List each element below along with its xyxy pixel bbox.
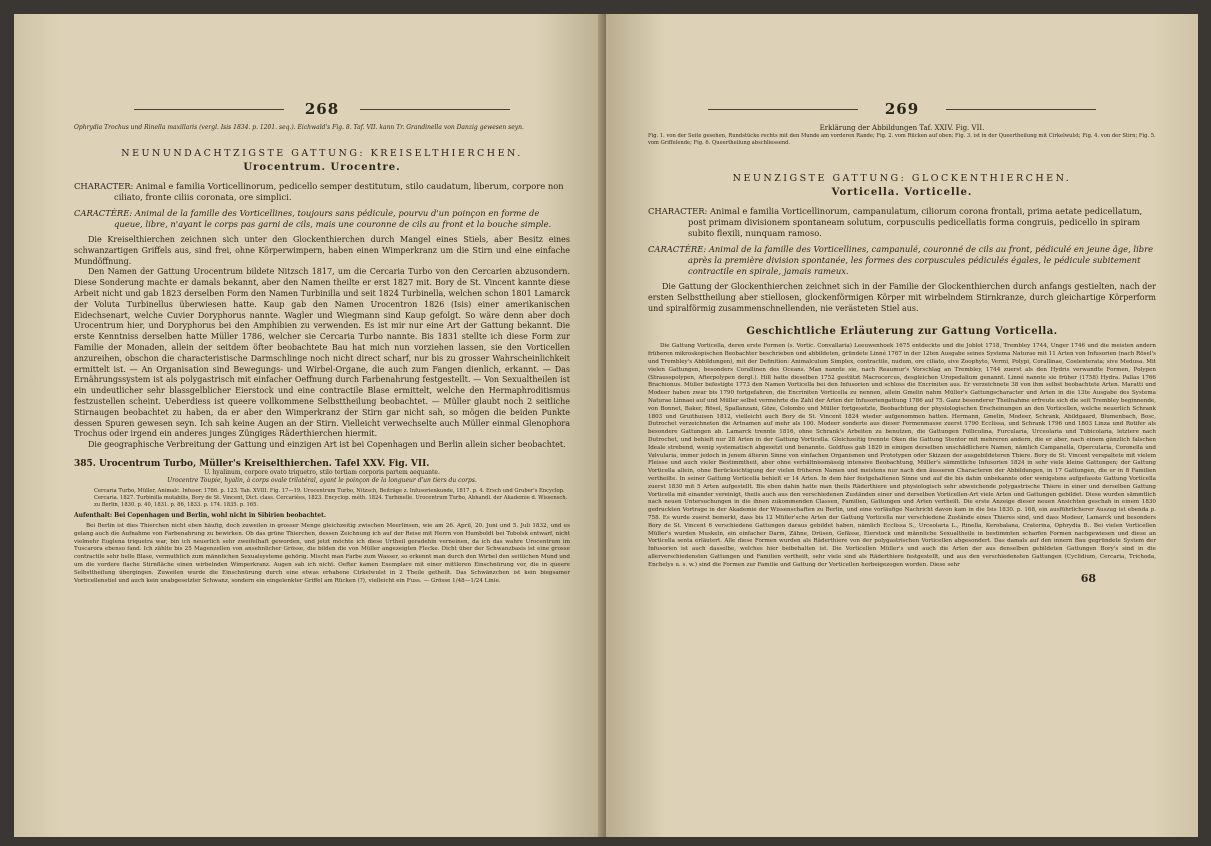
figure-caption: Fig. 1. von der Seite gesehen, Rundstücke rechts mit den Munde am vorderen Rande; Fig. 2. vom Rücken auf oben; Fig. 3. ist in der Queertheilung mit Cirkelwulst; Fig. 4. von der Stirn; Fig. 5. vom Griffelende; Fig. 6. Queertheilung abschliessend. bbox=[648, 133, 1156, 146]
aufenthalt: Aufenthalt: Bei Copenhagen und Berlin, wohl nicht in Sibirien beobachtet. bbox=[74, 511, 326, 519]
paragraph-1-left: Die Kreiselthierchen zeichnen sich unter den Glockenthierchen durch Mangel eines Stiels, aber Besitz eines schwanzartigen Griffels aus, sind frei, ohne Körperwimpern, haben einen Wimperkranz um die Stirn und eine einfache Mundöffnung. bbox=[74, 235, 570, 266]
history-text: Die Gattung Vorticella, deren erste Formen (s. Vortic. Convallaria) Leeuwenhoek 1675 entdeckte und die Joblot 1718, Trembley 1744, Unger 1746 und die meisten andern früheren mikroskopischen Beobachter beschrieben und abbildeten, gründete Linné 1767 in der 12ten Ausgabe seines Systema Naturae mit 11 Arten von Infusorien (nach Rösel's und Trembley's Abbildungen), mit der Definition: Animalculum Simplex, contractile, nudum, ore ciliato, sive Zoophyto, Vermi, Polypi, Corallinae, Coelenterata; sive Medusa. Mit vielen Gattungen, besonders Corallinen des Oceans. Man nannte sie, nach Reaumur's Vorschlag an Trembley, 1744 zuerst als den Hydris verwandte Formen, Polypen (Strausspolypen, Afterpolypen dergl.). Hill hatte dieselben 1752 gestützt Macrocercus, desgleichen Uropedalium genannt. Linné nannte sie früher (1758) Hydra. Pallas 1766 Brachionus. Müller befestigte 1773 den Namen Vorticella bei den Infusorien und schloss die Encriniten aus. Er verzeichnete 38 von ihm selbst beobachtete Arten. Maratti und Modeer haben zwar bis 1790 fortgefahren, die Encriniten Vorticella zu nennen, allein Gmelin nahm Müller's Gattungscharacter und Arten in die 13te Ausgabe des Systema Naturae Linnaei auf und Müller selbst vermehrte die Zahl der Arten der Infusoriengattung 1786 auf 75. Ganz besonderer Theilnahme erfreute sich die seit Trembley beginnende, von Bonnet, Baker, Rösel, Spallanzani, Göze, Colombo und Müller fortgesetzte, Beobachtung der physiologischen Erscheinungen an den Vorticellen, welche neuerlich Schrank 1803 und Gruithuisen 1812, vielleicht auch Bory de St. Vincent 1824 wieder aufgenommen hatten. Hermann, Gmelin, Modeer, Schrank, Abildgaard, Blumenbach, Bosc, Dutrochet verzeichneten die Artnamen auf mehr als 100. Modeer sonderte aus dieser Formenmasse zuerst 1790 Ecclissa, und Schrank 1796 und 1803 Linza und Rotifer als besondere Gattungen ab. Lamarck trennte 1816, ohne Schrank's Arbeiten zu benutzen, die Gattungen Folliculina, Furcularia, Urceolaria und Tubicolaria, letztere nach Dutrochet, und behielt nur 28 Arten in der Gattung Vorticella. Gleichzeitig trennte Oken die Gattung Stentor mit mehreren andern, die er aber, nach einem gänzlich falschen Ideale strebend, wenig systematisch abgesetzt und benannte. Goldfuss gab 1820 in einigen derselben unschädlichere Namen, nämlich Campanella, Opercularia, Coronella und Valvularia, immer jedoch in jenem älteren Sinne von einfachen Organismen und Prototypen oder Skizzen der ausgebildeteren Thiere. Bory de St. Vincent verspaltete mit vielem Fleisse und auch vieler Bestimmtheit, aber ohne verhältnissmässig intensive Beobachtung, Müller's sämmtliche Infusorien 1824 in sehr viele kleine Gattungen; der Gattung Vorticella allein, ohne Berücksichtigung der vielen früheren Namen und meistens nur nach den äusseren Characteren der Abbildungen, in 17 Gattungen, die er in 8 Familien vertheilte. In seiner Gattung Vorticella behielt er 14 Arten. In dem hier festgehaltenen Sinne und auf die bis dahin unbekannte oder wenigstens aufgefasste Gattung Vorticella zuerst 1830 mit 5 Arten aufgestellt. Bis eben dahin hatte man theils Räderthiere und physiologisch sehr abweichende polygastrische Thiere in einer und derselben Gattung Vorticella mit einander vereinigt, theils auch aus den verschiedenen Zuständen einer und derselben Vorticellen-Art viele Arten und Gattungen gebildet. Diese wurden sämmtlich nach neuen Untersuchungen in die ihnen zukommenden Classen, Familien, Gattungen und Arten vertheilt. Die erste Anzeige dieser neuen Ansichten geschah in einem 1830 gedruckten Vortrage in der Akademie der Wissenschaften zu Berlin, und eine vorläufige Nachricht davon kam in die Isis 1830. p. 168, ein ausführlicherer Auszug ist ebenda p. 758. Es wurde zuerst bemerkt, dass bis 12 Müller'sche Arten der Gattung Vorticella nur verschiedene Zustände eines Thieres sind, und dass Modeer, Lamarck und besonders Bory de St. Vincent 6 verschiedene Gattungen daraus gebildet haben, nämlich Ecclissa S., Urceolaria L., Rinella, Kerobalana, Craterina, Ophrydia B.. Bei vielen Vorticellen Müller's wurden Muskeln, ein einfacher Darm, Zähne, Drüsen, Gefässe, Eierstock und männliche Sexualtheile in bestimmten scharfen Formen nachgewiesen und diese an Vorticella senta erläutert. Alle diese Formen wurden als Räderthiere von der polygastrischen Vorticellen abgesondert. Das damals auf den innern Bau gegründete System der Infusorien ist auch dasselbe, welches hier beibehalten ist. Die Vorticellen Müller's und auch die Arten der aus denselben gebildeten Gattungen Bory's sind in die allerverschiedensten Gattungen und Familien vertheilt, sehr viele sind als Räderthiere festgestellt, und aus den verschiedensten Gattungen (Cyclidium, Cercaria, Trichoda, Enchelys u. s. w.) sind die Formen zur Familie und Gattung der Vorticellen herbeigezogen worden. Diese sehr bbox=[648, 343, 1156, 568]
intro-note: Ophrydia Trochus und Rinella maxillaris (vergl. Isis 1834. p. 1201. seq.). Eichwald's Fig. 8. Taf. VII. kann Tr. Grandinella von Danzig gewesen seyn. bbox=[74, 124, 524, 131]
right-page-content bbox=[648, 100, 1156, 585]
page-number-left: 268 bbox=[74, 100, 570, 118]
character-latin-right: CHARACTER: Animal e familia Vorticellinorum, campanulatum, ciliorum corona frontali, prima aetate pedicellatum, post primam divisionem spontaneam solutum, corpusculis pedicellatis forma congruis, pedicello in spiram subito flexili, nunquam ramoso. bbox=[648, 206, 1143, 238]
paragraph-4-left: Bei Berlin ist dies Thierchen nicht eben häufig, doch zuweilen in grosser Menge gleichzeitig zwischen Meerlinsen, wie am 26. April, 20. Juni und 5. Juli 1832, und es gelang auch die Aufnahme von Farbenahrung zu bewirken. Ob das grüne Thierchen, dessen Zeichnung ich auf der Reise mit Herrn von Humboldt bei Tobolsk entwarf, nicht vielmehr Euglena triquetra war, bin ich neuerlich sehr zweifelhaft geworden, und jetzt möchte ich diese Urtheil geradehin verneinen, da ich das wahre Urocentrum im Tuscarora ebenso fand. Ich zählte bis 25 Magenzellen von ansehnlicher Grösse, die bilden die von Müller angezeigten Flecke. Dicht über der Schwanzbasis ist eine grosse contractile sehr helle Blase, vermuthlich zum männlichen Sexualsysteme gehörig. Mischt man Farbe zum Wasser, so erkennt man durch den Wirbel den seitlichen Mund und um die vordere flache Stirnfläche einen wirbelnden Wimperkranz. Augen sah ich nicht. Oefter kamen Exemplare mit einer mittleren Einschnürung vor, die in queere Selbsttheilung übergingen. Zuweilen wurde die Einschnürung durch eine etwas erhabene Cirkelwulst in 2 Theile getheilt. Das Schwänzchen ist kein biegsamer Vorticellenstiel und auch kein unabgesetzter Schwanz, sondern ein eingelenkter Griffel am Rücken (?), vielleicht ein Fuss. — Grösse 1/48—1/24 Linie. bbox=[74, 522, 570, 584]
section-heading: Geschichtliche Erläuterung zur Gattung Vorticella. bbox=[746, 326, 1058, 338]
paragraph-3-left: Die geographische Verbreitung der Gattung und einzigen Art ist bei Copenhagen und Berlin allein sicher beobachtet. bbox=[88, 440, 566, 450]
signature-mark: 68 bbox=[1080, 571, 1096, 585]
right-page bbox=[606, 14, 1198, 837]
genus-title-left: Urocentrum. Urocentre. bbox=[243, 162, 401, 173]
paragraph-2-left: Den Namen der Gattung Urocentrum bildete Nitzsch 1817, um die Cercaria Turbo von den Cercarien abzusondern. Diese Sonderung machte er damals bekannt, aber den Namen theilte er erst 1827 mit. Bory de St. Vincent kannte diese Arbeit nicht und gab 1823 derselben Form den Namen Turbinilla und seit 1824 Turbinella, welchen schon 1801 Lamarck der Voluta Turbinellus überwiesen hatte. Kaup gab den Namen Urocentron 1826 (Isis) einer amerikanischen Eidechsenart, welche Cuvier Doryphorus nannte. Wagler und Wiegmann sind Kaup gefolgt. So wäre denn aber doch Urocentrum hier, und Doryphorus bei den Amphibien zu verwenden. Es ist mir nur eine Art der Gattung bekannt. Die erste Kenntniss derselben hatte Müller 1786, welcher sie Cercaria Turbo nannte. Bis 1831 stellte ich diese Form zur Familie der Monaden, allein der seitdem öfter beobachtete Bau hat mich nun vorziehen lassen, sie den Vorticellen anzureihen, obschon die characteristische Darmschlinge noch nicht direct scharf, nur bis zu grosser Wahrscheinlichkeit ermittelt ist. — An Organisation sind Bewegungs- und Wirbel-Organe, die auch zum Fangen dienlich, erkannt. — Das Ernährungssystem ist als polygastrisch mit einfacher Oeffnung durch Farbenahrung festgestellt. — Von Sexualtheilen ist ein undeutlicher sehr blassgelblicher Eierstock und eine contractile Blase ermittelt, welche den Hermaphroditismus festzustellen scheint. Ueberdiess ist queere vollkommene Selbsttheilung beobachtet. — Müller glaubt noch 2 seitliche Stirnaugen beobachtet zu haben, da er aber den Wimperkranz der Stirn gar nicht sah, so mögen die beiden Punkte dessen Spuren gewesen seyn. Ich sah keine Augen an der Stirn. Vielleicht verwechselte auch Müller einmal Glenophora Trochus oder irgend ein anderes junges Züngiges Räderthierchen hiermit. bbox=[74, 267, 570, 439]
character-french-left: CARACTÈRE: Animal de la famille des Vorticellines, toujours sans pédicule, pourvu d'un poinçon en forme de queue, libre, n'ayant le corps pas garni de cils, mais une couronne de cils au front et la bouche simple. bbox=[74, 208, 552, 229]
gattung-heading-right: NEUNZIGSTE GATTUNG: GLOCKENTHIERCHEN. bbox=[732, 173, 1072, 184]
page-number-right: 269 bbox=[648, 100, 1156, 118]
synonymy: Cercaria Turbo, Müller, Animalc. Infusor. 1786. p. 123. Tab. XVIII. Fig. 17—19. Urocentrum Turbo, Nitzsch, Beiträge z. Infusorienkunde, 1817. p. 4. Ersch und Gruber's Encyclop. Cercaria. 1827. Turbinilla mutabilis, Bory de St. Vincent, Dict. class. Cercariées, 1823. Encyclop. méth. 1824. Turbinelle. Urocentrum Turbo, Abhandl. der Akademie d. Wissensch. zu Berlin, 1830. p. 40, 1831. p. 86, 1833. p. 174. 1835. p. 165. bbox=[94, 487, 568, 508]
species-latin: U. hyalinum, corpore ovato triquetro, stilo tertiam corporis partem aequante. bbox=[204, 468, 440, 476]
left-page-content bbox=[74, 100, 570, 585]
gattung-heading-left: NEUNUNDACHTZIGSTE GATTUNG: KREISELTHIERCHEN. bbox=[121, 148, 523, 159]
left-page bbox=[14, 14, 606, 837]
figure-caption-title: Erklärung der Abbildungen Taf. XXIV. Fig. VII. bbox=[819, 124, 985, 132]
species-french: Urocentre Toupie, hyalin, à corps ovale trilatéral, ayant le poinçon de la longueur d'un tiers du corps. bbox=[167, 476, 477, 484]
genus-title-right: Vorticella. Vorticelle. bbox=[831, 187, 973, 198]
paragraph-1-right: Die Gattung der Glockenthierchen zeichnet sich in der Familie der Glockenthierchen durch anfangs gestielten, nach der ersten Selbsttheilung aber stiellosen, glockenförmigen Körper mit wirbelndem Stirnkranze, durch gleichartige Körperform und spiralförmig zusammenschnellenden, nie verästeten Stiel aus. bbox=[648, 282, 1156, 313]
species-heading: 385. Urocentrum Turbo, Müller's Kreiselthierchen. Tafel XXV. Fig. VII. bbox=[74, 458, 430, 469]
character-latin-left: CHARACTER: Animal e familia Vorticellinorum, pedicello semper destitutum, stilo caudatum, liberum, corpore non ciliato, fronte ciliis coronata, ore simplici. bbox=[74, 181, 564, 202]
character-french-right: CARACTÈRE: Animal de la famille des Vorticellines, campanulé, couronné de cils au front, pédiculé en jeune âge, libre après la première division spontanée, les formes des corpuscules pédiculés égales, le pédicule subitement contractile en spirale, jamais rameux. bbox=[648, 244, 1154, 276]
